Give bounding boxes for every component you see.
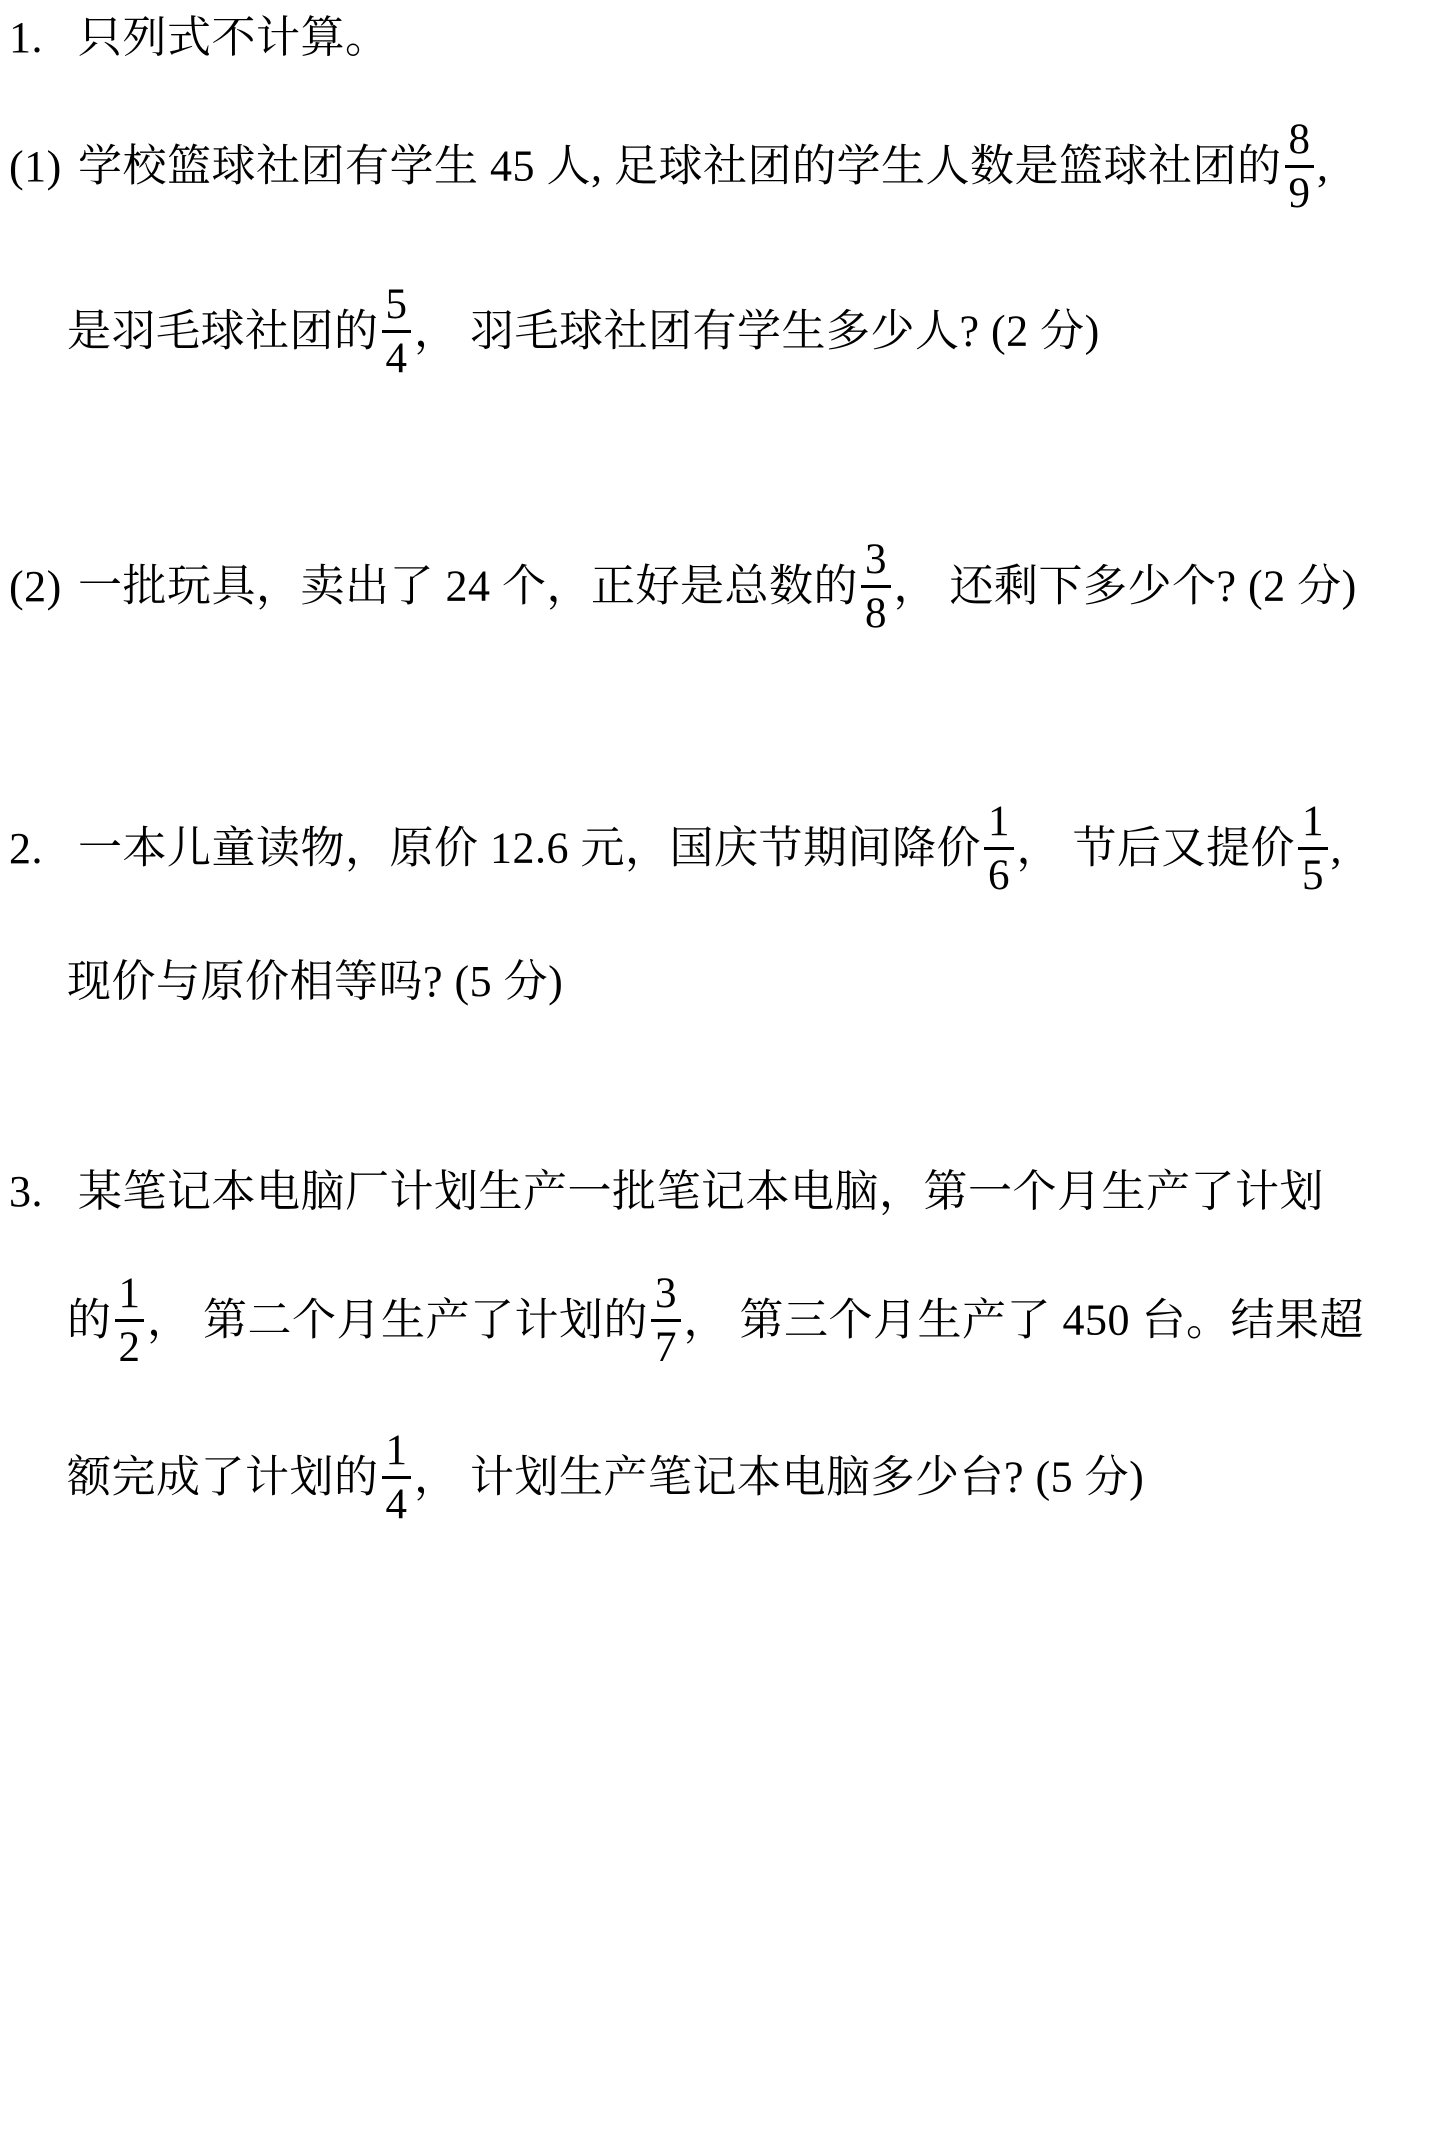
fraction-numerator: 1 [988, 798, 1010, 845]
fraction-numerator: 1 [1302, 798, 1324, 845]
problem-number: 3. [9, 1167, 43, 1216]
fraction [1298, 800, 1328, 897]
fraction-numerator: 3 [865, 536, 887, 583]
problem-text: 是羽毛球社团的 $\frac{5}{4}$ ， 羽毛球社团有学生多少人? (2 分) [67, 281, 1100, 382]
fraction-numerator: 5 [385, 281, 407, 328]
problem-text: 学校篮球社团有学生 45 人, 足球社团的学生人数是篮球社团的 $\frac{8}{9}$ , [78, 116, 1329, 217]
problem-line [0, 1427, 1442, 1530]
fraction-denominator: 7 [651, 1319, 681, 1369]
fraction-numerator: 1 [385, 1427, 407, 1474]
fraction [115, 1272, 145, 1369]
fraction-numerator: 1 [118, 1270, 140, 1317]
fraction-denominator: 4 [382, 330, 412, 380]
problem-text: 一批玩具，卖出了 24 个，正好是总数的 $\frac{3}{8}$ ， 还剩下多少个? (2 分) [78, 536, 1357, 637]
fraction [382, 283, 412, 380]
fraction-denominator: 9 [1285, 165, 1315, 215]
problem-number: 1. [9, 13, 43, 62]
fraction [382, 1429, 412, 1526]
problem-number: (1) [9, 141, 62, 191]
fraction [651, 1272, 681, 1369]
fraction [1285, 118, 1315, 215]
problem-line [0, 281, 1442, 384]
problem-number: 2. [9, 823, 43, 873]
problem-text: 额完成了计划的 $\frac{1}{4}$ ， 计划生产笔记本电脑多少台? (5 分) [67, 1427, 1145, 1528]
fraction [861, 538, 891, 635]
problem-text: 一本儿童读物，原价 12.6 元，国庆节期间降价 $\frac{1}{6}$ ， 节后又提价 $\frac{1}{5}$ , [78, 798, 1342, 899]
problem-text: 只列式不计算。 [78, 13, 390, 62]
fraction-numerator: 3 [655, 1270, 677, 1317]
problem-text: 的 $\frac{1}{2}$ ， 第二个月生产了计划的 $\frac{3}{7}$ ， 第三个月生产了 450 台。结果超 [67, 1270, 1364, 1371]
fraction-denominator: 6 [984, 847, 1014, 897]
problem-line [0, 12, 1442, 64]
problem-line [0, 956, 1442, 1008]
problem-line [0, 116, 1442, 219]
problem-text: 现价与原价相等吗? (5 分) [67, 957, 564, 1006]
fraction-denominator: 5 [1298, 847, 1328, 897]
problem-line [0, 1270, 1442, 1373]
fraction-denominator: 2 [115, 1319, 145, 1369]
fraction-denominator: 4 [382, 1476, 412, 1526]
problem-line [0, 536, 1442, 639]
fraction-numerator: 8 [1288, 116, 1310, 163]
problem-line [0, 798, 1442, 901]
fraction [984, 800, 1014, 897]
fraction-denominator: 8 [861, 585, 891, 635]
problem-text: 某笔记本电脑厂计划生产一批笔记本电脑，第一个月生产了计划 [78, 1167, 1324, 1216]
problem-number: (2) [9, 561, 62, 611]
problem-line [0, 1166, 1442, 1218]
